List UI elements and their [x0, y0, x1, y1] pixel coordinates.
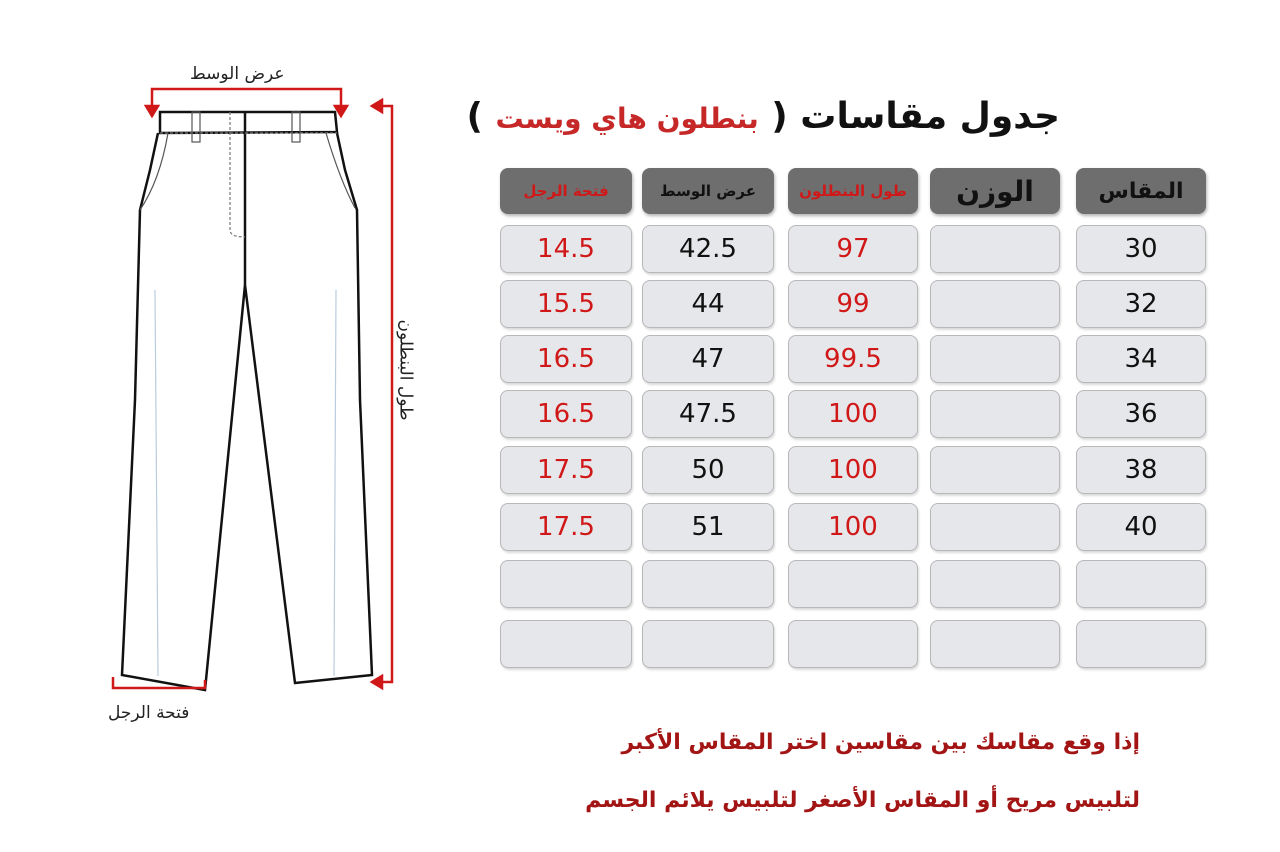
- cell-waist: 51: [642, 503, 774, 551]
- cell-leg-opening: 16.5: [500, 390, 632, 438]
- cell-waist: 42.5: [642, 225, 774, 273]
- cell-length: 99: [788, 280, 918, 328]
- cell-waist: 47.5: [642, 390, 774, 438]
- cell-leg-opening: 15.5: [500, 280, 632, 328]
- cell-weight: [930, 620, 1060, 668]
- cell-size: 40: [1076, 503, 1206, 551]
- cell-size: [1076, 620, 1206, 668]
- cell-length: 100: [788, 446, 918, 494]
- cell-size: [1076, 560, 1206, 608]
- cell-weight: [930, 446, 1060, 494]
- leg-opening-label: فتحة الرجل: [108, 703, 190, 723]
- header-size: المقاس: [1076, 168, 1206, 214]
- pants-diagram: [0, 0, 460, 740]
- cell-length: 100: [788, 503, 918, 551]
- cell-length: 97: [788, 225, 918, 273]
- cell-waist: [642, 560, 774, 608]
- cell-length: 100: [788, 390, 918, 438]
- cell-length: 99.5: [788, 335, 918, 383]
- cell-leg-opening: [500, 560, 632, 608]
- cell-length: [788, 560, 918, 608]
- header-waist: عرض الوسط: [642, 168, 774, 214]
- title-main: جدول مقاسات: [800, 96, 1060, 137]
- waist-width-label: عرض الوسط: [190, 64, 285, 84]
- cell-waist: 50: [642, 446, 774, 494]
- header-weight: الوزن: [930, 168, 1060, 214]
- cell-waist: 44: [642, 280, 774, 328]
- cell-weight: [930, 503, 1060, 551]
- header-length: طول البنطلون: [788, 168, 918, 214]
- cell-leg-opening: 17.5: [500, 503, 632, 551]
- cell-weight: [930, 390, 1060, 438]
- cell-weight: [930, 560, 1060, 608]
- cell-leg-opening: 17.5: [500, 446, 632, 494]
- title-subtitle: بنطلون هاي ويست: [495, 102, 759, 135]
- cell-weight: [930, 335, 1060, 383]
- pants-length-label: طول البنطلون: [395, 319, 416, 421]
- page-title: جدول مقاسات ( بنطلون هاي ويست ): [466, 96, 1060, 137]
- cell-size: 38: [1076, 446, 1206, 494]
- cell-weight: [930, 280, 1060, 328]
- header-leg-opening: فتحة الرجل: [500, 168, 632, 214]
- cell-waist: [642, 620, 774, 668]
- cell-length: [788, 620, 918, 668]
- cell-leg-opening: 14.5: [500, 225, 632, 273]
- note-line-1: إذا وقع مقاسك بين مقاسين اختر المقاس الأكبر: [621, 730, 1140, 755]
- note-line-2: لتلبيس مريح أو المقاس الأصغر لتلبيس يلائم الجسم: [585, 788, 1140, 813]
- cell-size: 34: [1076, 335, 1206, 383]
- measure-arrows: [113, 89, 392, 688]
- cell-leg-opening: 16.5: [500, 335, 632, 383]
- cell-waist: 47: [642, 335, 774, 383]
- cell-size: 32: [1076, 280, 1206, 328]
- cell-leg-opening: [500, 620, 632, 668]
- cell-size: 36: [1076, 390, 1206, 438]
- cell-weight: [930, 225, 1060, 273]
- cell-size: 30: [1076, 225, 1206, 273]
